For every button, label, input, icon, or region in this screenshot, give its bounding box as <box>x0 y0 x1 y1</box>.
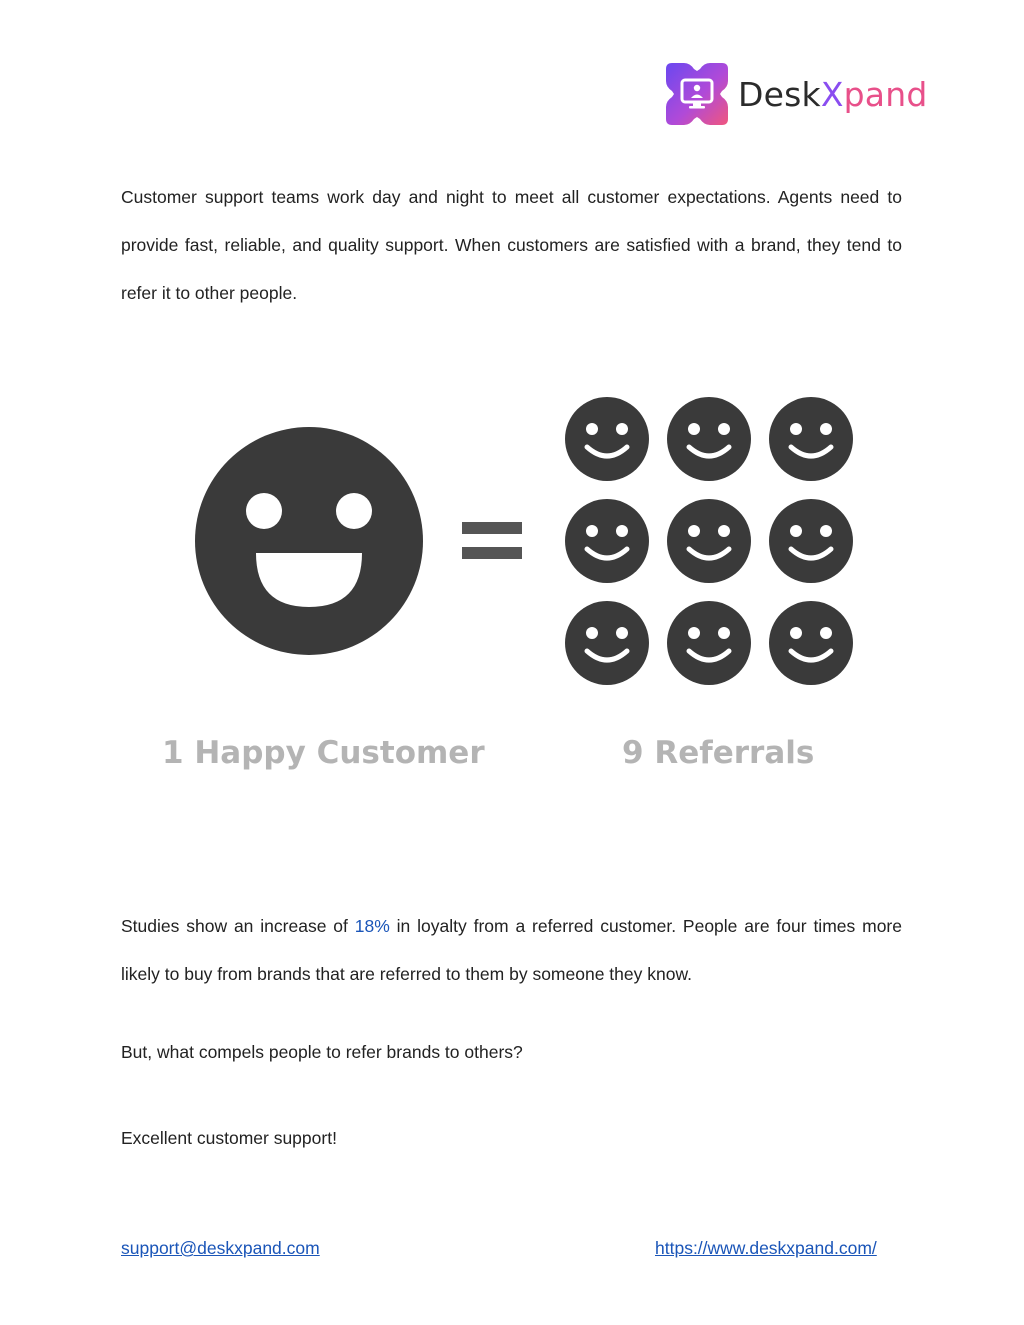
happy-customer-caption: 1 Happy Customer <box>162 735 485 771</box>
referral-smiley-icon <box>667 499 751 583</box>
brand-logo <box>664 60 927 128</box>
referral-illustration <box>150 385 870 785</box>
question-paragraph: But, what compels people to refer brands to others? <box>121 1041 523 1062</box>
answer-paragraph: Excellent customer support! <box>121 1127 337 1148</box>
referral-smiley-icon <box>667 601 751 685</box>
brand-wordmark <box>738 75 927 114</box>
referral-smiley-icon <box>565 499 649 583</box>
stats-highlight-percent: 18% <box>354 915 390 936</box>
support-email-link[interactable]: support@deskxpand.com <box>121 1238 320 1258</box>
referral-smiley-icon <box>565 601 649 685</box>
referrals-caption: 9 Referrals <box>622 735 815 771</box>
referrals-grid <box>565 397 853 685</box>
equals-icon <box>462 522 522 559</box>
intro-paragraph: Customer support teams work day and night to meet all customer expectations. Agents need to provide fast, reliable, and quality support. When customers are satisfied with a brand, they tend to refer it to other people. <box>121 186 902 303</box>
brand-name-x: X <box>820 74 844 114</box>
brand-name-pand: pand <box>843 74 928 114</box>
stats-text-after: in loyalty from a referred customer. People are four times more likely to buy from brands that are referred to them by someone they know. <box>121 915 902 984</box>
referral-smiley-icon <box>565 397 649 481</box>
stats-paragraph <box>121 902 902 998</box>
stats-text-before: Studies show an increase of <box>121 915 355 936</box>
website-link[interactable]: https://www.deskxpand.com/ <box>655 1238 877 1258</box>
happy-customer-face-icon <box>195 427 423 655</box>
referral-smiley-icon <box>769 601 853 685</box>
brand-name-desk: Desk <box>738 74 821 114</box>
monitor-person-icon <box>664 61 730 127</box>
referral-smiley-icon <box>667 397 751 481</box>
referral-smiley-icon <box>769 499 853 583</box>
referral-smiley-icon <box>769 397 853 481</box>
